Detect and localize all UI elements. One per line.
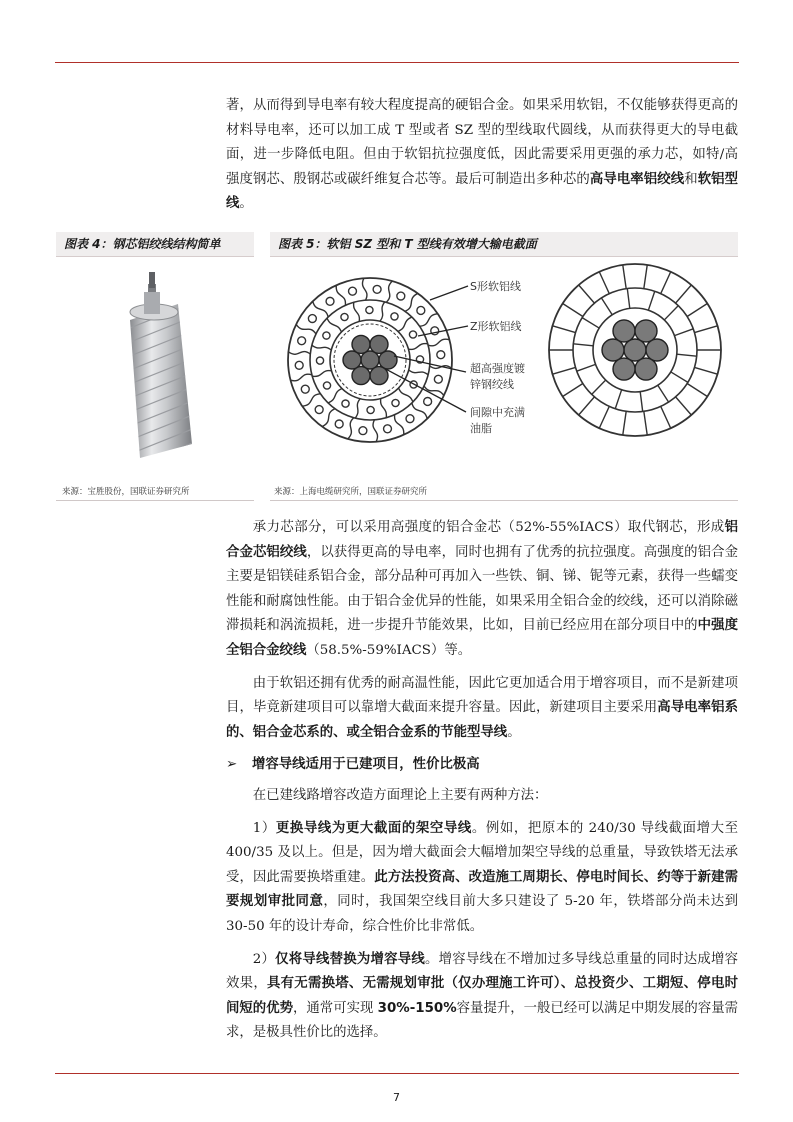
figure4-title: 图表 4：钢芯铝绞线结构简单 <box>56 232 254 256</box>
figure5-cross-section-diagram <box>270 262 738 482</box>
figure4-cable-image <box>100 262 220 462</box>
sz-wire-cross-section <box>288 278 452 442</box>
figure5-title: 图表 5：软铝 SZ 型和 T 型线有效增大输电截面 <box>270 232 738 256</box>
figure5-title-rule <box>270 256 738 257</box>
bullet-arrow-icon: ➢ <box>226 757 238 773</box>
figure4-title-rule <box>56 256 254 257</box>
footer-rule <box>55 1073 739 1074</box>
paragraph-soft-al: 由于软铝还拥有优秀的耐高温性能，因此它更加适合用于增容项目，而不是新建项目，毕竟新建项目可以靠增大截面来提升容量。因此，新建项目主要采用高导电率铝系的、铝合金芯系的、或全铝合金系的节能型导线。 <box>226 675 739 740</box>
page-number: 7 <box>393 1091 400 1104</box>
body-paragraphs <box>226 516 738 1046</box>
header-rule <box>55 62 739 63</box>
figure5-source: 来源：上海电缆研究所，国联证券研究所 <box>274 487 428 497</box>
intro-paragraph: 著，从而得到导电率有较大程度提高的硬铝合金。如果采用软铝，不仅能够获得更高的材料导电率，还可以加工成 T 型或者 SZ 型的型线取代圆线，从而获得更大的导电截面，进一步降低电阻。但由于软铝抗拉强度低，因此需要采用更强的承力芯，如特/高强度钢芯、殷钢芯或碳纤维复合芯等。最后可制造出多种芯的高导电率铝绞线和软铝型线。 <box>226 98 739 212</box>
label-grease-line2: 油脂 <box>470 422 492 435</box>
label-s-wire: S形软铝线 <box>470 280 521 293</box>
bold-term-high-conductivity: 高导电率铝绞线 <box>589 171 685 187</box>
paragraph-methods-intro: 在已建线路增容改造方面理论上主要有两种方法： <box>252 787 548 803</box>
label-grease-line1: 间隙中充满 <box>470 406 525 419</box>
figure4-source: 来源：宝胜股份，国联证券研究所 <box>62 487 190 497</box>
label-steel-line1: 超高强度镀 <box>470 362 525 375</box>
label-z-wire: Z形软铝线 <box>470 320 522 333</box>
bold-term-soft-al-shaped: 软铝型线 <box>226 171 739 212</box>
section-heading: ➢ 增容导线适用于已建项目，性价比极高 <box>226 753 738 778</box>
label-steel-line2: 锌钢绞线 <box>470 378 514 391</box>
paragraph-al-alloy-core: 承力芯部分，可以采用高强度的铝合金芯（52%-55%IACS）取代钢芯，形成铝合金芯铝绞线，以获得更高的导电率，同时也拥有了优秀的抗拉强度。高强度的铝合金主要是铝镁硅系铝合金，部分品种可再加入一些铁、铜、锑、铌等元素，获得一些蠕变性能和耐腐蚀性能。由于铝合金优异的性能，如果采用全铝合金的绞线，还可以消除磁滞损耗和涡流损耗，进一步提升节能效果，比如，目前已经应用在部分项目中的中强度全铝合金绞线（58.5%-59%IACS）等。 <box>226 520 739 658</box>
paragraph-method-2: 2）仅将导线替换为增容导线。增容导线在不增加过多导线总重量的同时达成增容效果，具有无需换塔、无需规划审批（仅办理施工许可）、总投资少、工期短、停电时间短的优势，通常可实现 30%-150%容量提升，一般已经可以满足中期发展的容量需求，是极具性价比的选择。 <box>226 951 739 1041</box>
figure5-source-rule <box>270 500 738 501</box>
t-wire-cross-section <box>549 264 721 436</box>
figure4-source-rule <box>56 500 254 501</box>
paragraph-method-1: 1）更换导线为更大截面的架空导线。例如，把原本的 240/30 导线截面增大至 400/35 及以上。但是，因为增大截面会大幅增加架空导线的总重量，导致铁塔无法承受，因此需要换塔重建。此方法投资高、改造施工周期长、停电时间长、约等于新建需要规划审批同意，同时，我国架空线目前大多只建设了 5-20 年，铁塔部分尚未达到 30-50 年的设计寿命，综合性价比非常低。 <box>226 820 739 934</box>
